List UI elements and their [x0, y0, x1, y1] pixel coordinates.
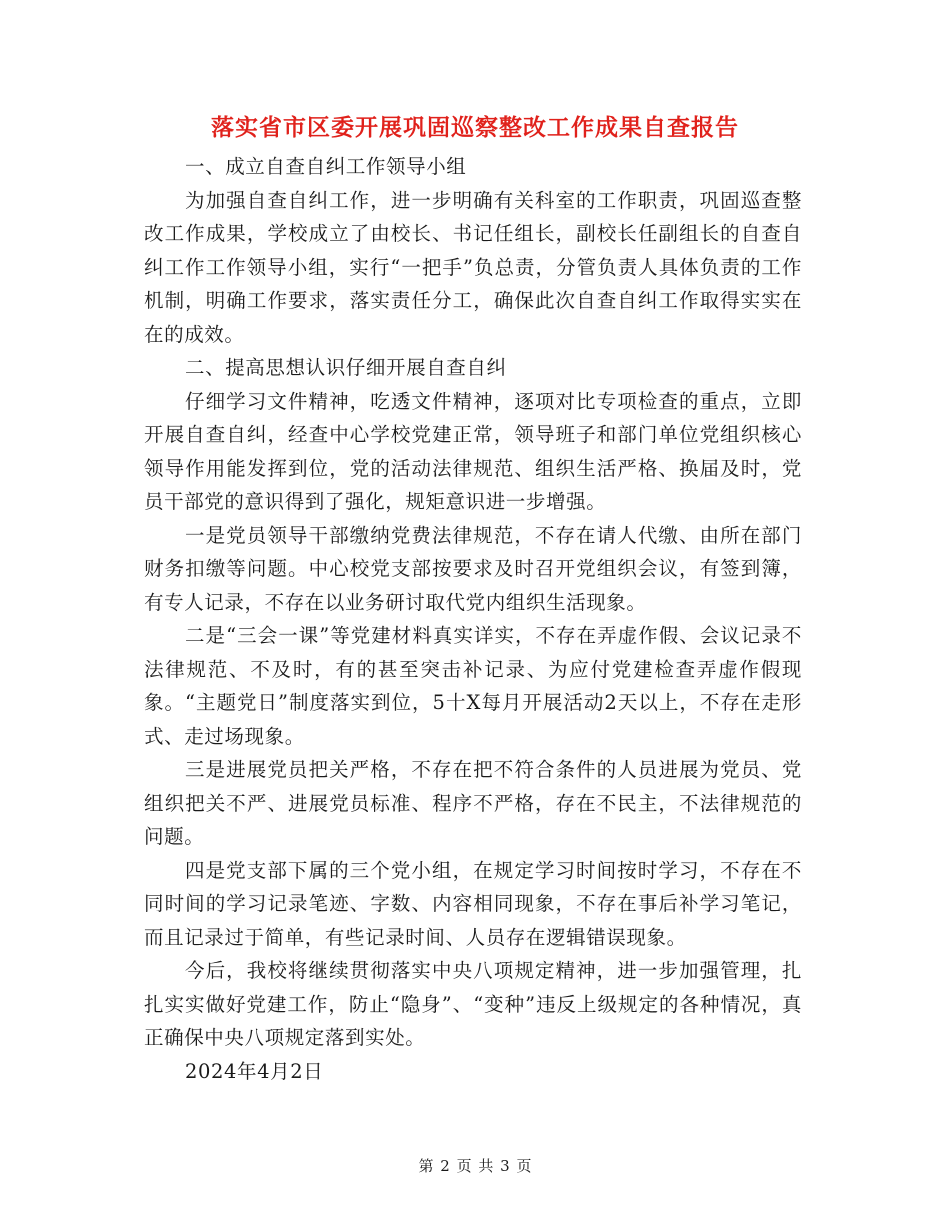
page-footer: 第 2 页 共 3 页 — [418, 1157, 532, 1175]
paragraph: 二是“三会一课”等党建材料真实详实，不存在弄虚作假、会议记录不法律规范、不及时，有的甚至突击补记录、为应付党建检查弄虚作假现象。“主题党日”制度落实到位，5十X每月开展活动2天以上，不存在走形式、走过场现象。 — [144, 624, 802, 748]
paragraph: 四是党支部下属的三个党小组，在规定学习时间按时学习，不存在不同时间的学习记录笔迹、字数、内容相同现象，不存在事后补学习笔记，而且记录过于简单，有些记录时间、人员存在逻辑错误现象。 — [144, 858, 802, 949]
section-heading-1: 一、成立自查自纠工作领导小组 — [185, 155, 467, 178]
document-title: 落实省市区委开展巩固巡察整改工作成果自查报告 — [211, 114, 739, 141]
document-date: 2024年4月2日 — [185, 1059, 324, 1083]
paragraph: 为加强自查自纠工作，进一步明确有关科室的工作职责，巩固巡查整改工作成果，学校成立了由校长、书记任组长，副校长任副组长的自查自纠工作工作领导小组，实行“一把手”负总责，分管负责人具体负责的工作机制，明确工作要求，落实责任分工，确保此次自查自纠工作取得实实在在的成效。 — [144, 188, 802, 346]
paragraph: 今后，我校将继续贯彻落实中央八项规定精神，进一步加强管理，扎扎实实做好党建工作，防止“隐身”、“变种”违反上级规定的各种情况，真正确保中央八项规定落到实处。 — [144, 959, 802, 1049]
paragraph: 三是进展党员把关严格，不存在把不符合条件的人员进展为党员、党组织把关不严、进展党员标准、程序不严格，存在不民主，不法律规范的问题。 — [144, 758, 802, 848]
section-heading-2: 二、提高思想认识仔细开展自查自纠 — [185, 356, 507, 379]
document-body — [144, 150, 802, 1088]
paragraph: 一是党员领导干部缴纳党费法律规范，不存在请人代缴、由所在部门财务扣缴等问题。中心校党支部按要求及时召开党组织会议，有签到簿，有专人记录，不存在以业务研讨取代党内组织生活现象。 — [144, 523, 802, 614]
paragraph: 仔细学习文件精神，吃透文件精神，逐项对比专项检查的重点，立即开展自查自纠，经查中心学校党建正常，领导班子和部门单位党组织核心领导作用能发挥到位，党的活动法律规范、组织生活严格、换届及时，党员干部党的意识得到了强化，规矩意识进一步增强。 — [144, 389, 802, 513]
